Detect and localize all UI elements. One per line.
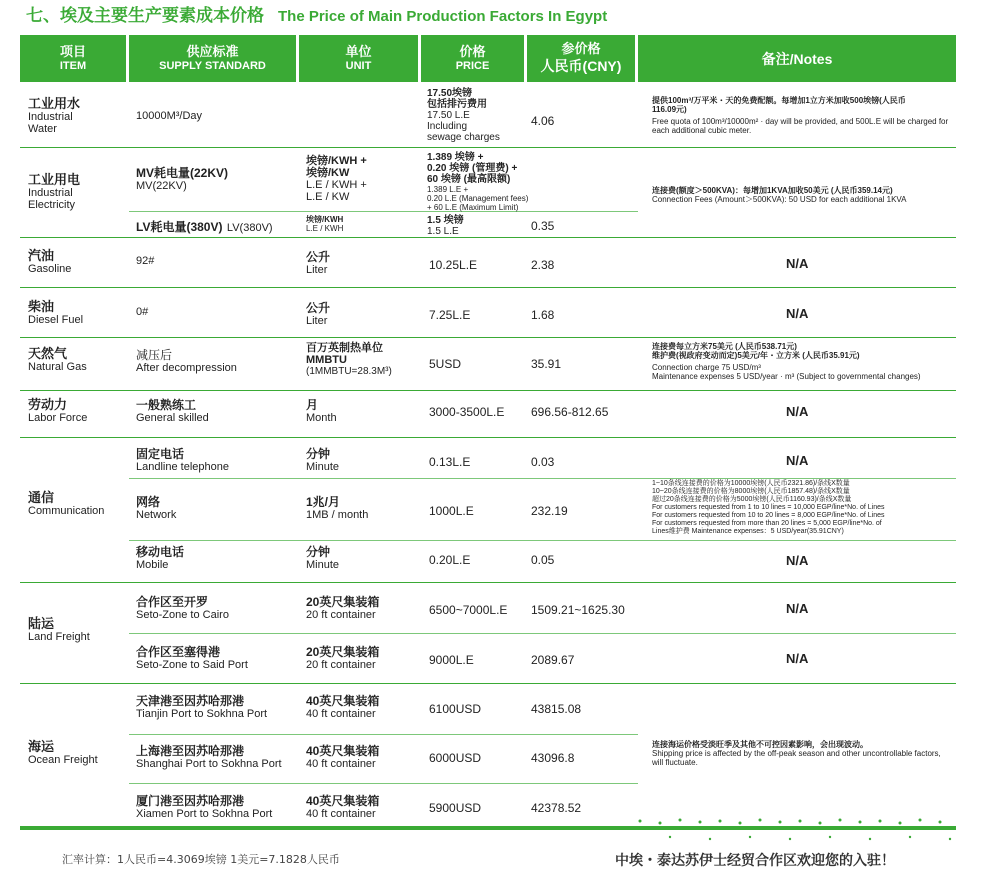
header-cny-cn: 参价格: [561, 41, 601, 56]
network-note-6: For customers requested from more than 20 lines = 5,000 EGP/line*No. of: [652, 520, 882, 527]
gas-unit-2: MMBTU: [306, 354, 347, 366]
gas-item-en: Natural Gas: [28, 361, 87, 373]
ocean-route-1: [136, 694, 267, 720]
mobile-cn: 移动电话: [136, 545, 185, 559]
ocean-route-3-cny: 42378.52: [531, 801, 582, 815]
header-notes-label: 备注/Notes: [761, 50, 833, 67]
landline-supply: [136, 447, 229, 473]
ocean-route-2-unit-en: 40 ft container: [306, 758, 376, 770]
mobile-unit: [306, 545, 339, 571]
land-route-2-unit: [306, 645, 379, 671]
header-supply-cn: 供应标准: [186, 44, 239, 59]
row-divider: [20, 147, 956, 148]
electricity-lv-cn: LV耗电量(380V): [136, 220, 223, 234]
gas-item: [28, 346, 87, 373]
labor-item: [28, 397, 87, 424]
gas-supply-cn: 减压后: [136, 348, 173, 362]
electricity-mv-price-1: 1.389 埃镑 +: [427, 152, 484, 163]
communication-item-cn: 通信: [28, 490, 55, 505]
ocean-route-3-unit-en: 40 ft container: [306, 808, 376, 820]
electricity-note: [652, 186, 952, 204]
electricity-mv-unit-3: L.E / KWH +: [306, 179, 367, 191]
labor-unit: [306, 398, 337, 424]
electricity-mv-unit-1: 埃镑/KWH +: [306, 155, 367, 167]
row-divider: [20, 683, 956, 684]
electricity-note-1: 连接费(额度＞500KVA)：每增加1KVA加收50美元 (人民币359.14元): [652, 186, 893, 195]
network-supply: [136, 495, 176, 521]
gas-item-cn: 天然气: [28, 346, 68, 361]
water-note-3: Free quota of 100m³/10000m² · day will be provided, and 500L.E will be charged for: [652, 117, 949, 126]
communication-item: [28, 490, 104, 517]
row-divider: [20, 437, 956, 438]
electricity-lv-unit-2: L.E / KWH: [306, 224, 344, 233]
sub-divider: [129, 540, 956, 541]
electricity-item-en2: Electricity: [28, 199, 76, 211]
header-supply-en: SUPPLY STANDARD: [159, 60, 266, 72]
landline-unit: [306, 447, 339, 473]
ocean-item: [28, 739, 98, 766]
gasoline-item: [28, 248, 71, 275]
network-cn: 网络: [136, 495, 161, 509]
gasoline-unit-en: Liter: [306, 264, 328, 276]
land-route-2-price: 9000L.E: [429, 653, 474, 667]
electricity-mv-en: MV(22KV): [136, 180, 187, 192]
header-supply: [129, 35, 296, 82]
diesel-item: [28, 299, 83, 326]
network-en: Network: [136, 509, 177, 521]
header-price-en: PRICE: [455, 60, 490, 72]
ocean-route-2-cny: 43096.8: [531, 751, 575, 765]
ocean-route-3-price: 5900USD: [429, 801, 482, 815]
gasoline-cny: 2.38: [531, 258, 555, 272]
electricity-mv-unit: [306, 155, 367, 203]
page-title: [26, 6, 607, 28]
labor-cny: 696.56-812.65: [531, 405, 609, 419]
electricity-mv-price-5: 0.20 L.E (Management fees): [427, 194, 529, 203]
electricity-lv-unit-1: 埃镑/KWH: [306, 215, 344, 224]
water-price: [427, 88, 500, 143]
water-item: [28, 96, 80, 135]
ocean-route-2-unit: [306, 744, 379, 770]
electricity-mv-price-3: 60 埃镑 (最高限额): [427, 174, 511, 185]
network-note-5: For customers requested from 10 to 20 lines = 8,000 EGP/line*No. of Lines: [652, 512, 885, 519]
gas-price: 5USD: [429, 357, 462, 371]
mobile-cny: 0.05: [531, 553, 555, 567]
labor-unit-en: Month: [306, 412, 337, 424]
sub-divider: [129, 633, 956, 634]
mobile-supply: [136, 545, 184, 571]
electricity-item: [28, 172, 80, 211]
mobile-en: Mobile: [136, 559, 169, 571]
labor-supply-en: General skilled: [136, 412, 209, 424]
electricity-item-en1: Industrial: [28, 187, 73, 199]
network-note-2: 10~20条线连接费的价格为8000埃镑(人民币1857.48)/条线X数量: [652, 488, 850, 495]
network-unit-en: 1MB / month: [306, 509, 369, 521]
gas-note-4: Maintenance expenses 5 USD/year · m³ (Subject to governmental changes): [652, 372, 921, 381]
mobile-unit-en: Minute: [306, 559, 340, 571]
land-route-2-unit-en: 20 ft container: [306, 659, 376, 671]
landline-cn: 固定电话: [136, 447, 185, 461]
gasoline-item-en: Gasoline: [28, 263, 72, 275]
land-route-1-price: 6500~7000L.E: [429, 603, 508, 617]
communication-item-en: Communication: [28, 505, 105, 517]
gasoline-note: N/A: [786, 256, 809, 271]
diesel-unit: [306, 301, 330, 327]
water-note-2: 116.09元): [652, 105, 687, 114]
labor-item-cn: 劳动力: [28, 397, 68, 412]
row-divider: [20, 237, 956, 238]
landline-en: Landline telephone: [136, 461, 229, 473]
land-route-1-unit-en: 20 ft container: [306, 609, 376, 621]
land-route-2-en: Seto-Zone to Said Port: [136, 659, 248, 671]
landline-unit-en: Minute: [306, 461, 340, 473]
header-price: [421, 35, 524, 82]
sub-divider: [129, 734, 638, 735]
diesel-note: N/A: [786, 306, 809, 321]
gasoline-price: 10.25L.E: [429, 258, 478, 272]
exchange-rate: 汇率计算：1人民币=4.3069埃镑 1美元=7.1828人民币: [62, 853, 340, 866]
row-divider: [20, 390, 956, 391]
diesel-supply: 0#: [136, 306, 149, 318]
diesel-cny: 1.68: [531, 308, 555, 322]
ocean-item-en: Ocean Freight: [28, 754, 98, 766]
landline-cny: 0.03: [531, 455, 555, 469]
land-route-2-note: N/A: [786, 651, 809, 666]
sub-divider: [129, 211, 638, 212]
electricity-mv-unit-2: 埃镑/KW: [306, 167, 350, 179]
ocean-route-2-cn: 上海港至因苏哈那港: [136, 744, 245, 758]
ocean-route-1-unit-cn: 40英尺集装箱: [306, 694, 380, 708]
header-cny-en: 人民币(CNY): [540, 58, 622, 74]
diesel-item-en: Diesel Fuel: [28, 314, 84, 326]
water-note-4: each additional cubic meter.: [652, 126, 752, 135]
electricity-lv-price: [427, 215, 464, 237]
electricity-lv-cny: 0.35: [531, 219, 555, 233]
water-supply: 10000M³/Day: [136, 110, 203, 122]
ocean-route-1-en: Tianjin Port to Sokhna Port: [136, 708, 268, 720]
ocean-note-1: 连接海运价格受淡旺季及其他不可控因素影响，会出现波动。: [652, 740, 868, 749]
water-cny: 4.06: [531, 114, 555, 128]
network-price: 1000L.E: [429, 504, 474, 518]
gas-supply-en: After decompression: [136, 362, 237, 374]
header-price-cn: 价格: [459, 44, 486, 59]
row-divider: [20, 337, 956, 338]
water-note: [652, 96, 952, 135]
electricity-item-cn: 工业用电: [28, 172, 81, 187]
land-route-1: [136, 595, 229, 621]
header-notes: [638, 35, 956, 82]
ocean-route-2-en: Shanghai Port to Sokhna Port: [136, 758, 282, 770]
labor-supply: [136, 398, 209, 424]
land-route-2-unit-cn: 20英尺集装箱: [306, 645, 380, 659]
ocean-route-1-unit: [306, 694, 379, 720]
header-unit: [299, 35, 418, 82]
header-item-cn: 项目: [59, 44, 86, 59]
land-route-2-cn: 合作区至塞得港: [136, 645, 221, 659]
electricity-lv-price-2: 1.5 L.E: [427, 226, 459, 237]
gas-supply: [136, 348, 237, 374]
electricity-mv-price-2: 0.20 埃镑 (管理费) +: [427, 163, 518, 174]
electricity-lv-en: LV(380V): [226, 222, 273, 234]
electricity-mv-unit-4: L.E / KW: [306, 191, 350, 203]
ocean-route-3-unit-cn: 40英尺集装箱: [306, 794, 380, 808]
land-route-2: [136, 645, 248, 671]
gas-cny: 35.91: [531, 357, 562, 371]
ocean-route-1-cn: 天津港至因苏哈那港: [136, 694, 245, 708]
land-route-1-note: N/A: [786, 601, 809, 616]
diesel-unit-cn: 公升: [306, 301, 331, 315]
electricity-lv-price-1: 1.5 埃镑: [427, 215, 464, 226]
labor-note: N/A: [786, 404, 809, 419]
land-route-1-en: Seto-Zone to Cairo: [136, 609, 229, 621]
gas-unit-1: 百万英制热单位: [306, 342, 383, 354]
gas-note: [652, 342, 952, 381]
labor-unit-cn: 月: [306, 398, 319, 412]
water-note-1: 提供100m³/万平米・天的免费配额。每增加1立方米加收500埃镑(人民币: [652, 96, 906, 105]
sub-divider: [129, 478, 956, 479]
network-note-1: 1~10条线连接费的价格为10000埃镑(人民币2321.86)/条线X数量: [652, 480, 850, 487]
water-price-5: sewage charges: [427, 132, 500, 143]
header-unit-cn: 单位: [345, 44, 372, 59]
ocean-route-1-price: 6100USD: [429, 702, 482, 716]
ocean-route-2-unit-cn: 40英尺集装箱: [306, 744, 380, 758]
ocean-note: [652, 740, 952, 767]
header-cny: [527, 35, 635, 82]
network-note-3: 超过20条线连接费的价格为5000埃镑(人民币1160.93)/条线X数量: [652, 496, 852, 503]
decorative-dots: [600, 815, 960, 845]
diesel-price: 7.25L.E: [429, 308, 471, 322]
welcome-slogan: 中埃・泰达苏伊士经贸合作区欢迎您的入驻！: [615, 853, 895, 869]
network-note-7: Lines维护费 Maintenance expenses：5 USD/year(35.91CNY): [652, 528, 844, 535]
electricity-mv-supply: [136, 166, 228, 192]
electricity-lv-unit: [306, 215, 343, 233]
gas-note-1: 连接费每立方米75美元 (人民币538.71元): [652, 342, 797, 351]
land-route-1-unit: [306, 595, 379, 621]
mobile-unit-cn: 分钟: [306, 545, 331, 559]
water-price-4: Including: [427, 121, 468, 132]
ocean-route-1-cny: 43815.08: [531, 702, 582, 716]
diesel-item-cn: 柴油: [28, 299, 55, 314]
electricity-mv-price: [427, 152, 528, 212]
network-unit: [306, 495, 368, 521]
water-item-en2: Water: [28, 123, 57, 135]
labor-item-en: Labor Force: [28, 412, 88, 424]
gasoline-supply: 92#: [136, 255, 155, 267]
water-price-3: 17.50 L.E: [427, 110, 470, 121]
network-note-4: For customers requested from 1 to 10 lines = 10,000 EGP/line*No. of Lines: [652, 504, 885, 511]
row-divider: [20, 582, 956, 583]
sub-divider: [129, 783, 638, 784]
ocean-item-cn: 海运: [28, 739, 55, 754]
water-item-en1: Industrial: [28, 111, 73, 123]
land-route-1-cn: 合作区至开罗: [136, 595, 209, 609]
network-unit-cn: 1兆/月: [306, 495, 341, 509]
electricity-lv-supply: [136, 218, 273, 236]
ocean-route-3-unit: [306, 794, 379, 820]
network-note: [652, 480, 952, 536]
header-item: [20, 35, 126, 82]
row-divider: [20, 287, 956, 288]
water-price-1: 17.50埃镑: [427, 88, 473, 99]
landline-price: 0.13L.E: [429, 455, 471, 469]
gas-unit-3: (1MMBTU=28.3M³): [306, 366, 392, 377]
gasoline-unit: [306, 250, 330, 276]
ocean-route-2: [136, 744, 282, 770]
gas-unit: [306, 342, 392, 377]
land-item: [28, 616, 90, 643]
mobile-price: 0.20L.E: [429, 553, 471, 567]
landline-note: N/A: [786, 453, 809, 468]
header-unit-en: UNIT: [345, 60, 372, 72]
gasoline-unit-cn: 公升: [306, 250, 331, 264]
ocean-route-3-en: Xiamen Port to Sokhna Port: [136, 808, 273, 820]
electricity-mv-price-4: 1.389 L.E +: [427, 185, 469, 194]
water-price-2: 包括排污费用: [427, 99, 487, 110]
ocean-route-2-price: 6000USD: [429, 751, 482, 765]
electricity-mv-price-6: + 60 L.E (Maximum Limit): [427, 203, 519, 212]
ocean-note-2: Shipping price is affected by the off-peak season and other uncontrollable factors,: [652, 749, 941, 758]
land-route-2-cny: 2089.67: [531, 653, 575, 667]
land-item-en: Land Freight: [28, 631, 90, 643]
diesel-unit-en: Liter: [306, 315, 328, 327]
title-en: The Price of Main Production Factors In Egypt: [278, 8, 608, 25]
labor-supply-cn: 一般熟练工: [136, 398, 197, 412]
electricity-mv-cn: MV耗电量(22KV): [136, 166, 229, 180]
electricity-note-2: Connection Fees (Amount＞500KVA): 50 USD for each additional 1KVA: [652, 195, 907, 204]
water-item-cn: 工业用水: [28, 96, 81, 111]
header-item-en: ITEM: [59, 60, 87, 72]
mobile-note: N/A: [786, 553, 809, 568]
gas-note-2: 维护费(视政府变动而定)5美元/年・立方米 (人民币35.91元): [652, 351, 860, 360]
network-cny: 232.19: [531, 504, 568, 518]
ocean-note-3: will fluctuate.: [652, 758, 698, 767]
ocean-route-3: [136, 794, 272, 820]
title-cn: 七、埃及主要生产要素成本价格: [26, 6, 264, 26]
land-item-cn: 陆运: [28, 616, 55, 631]
land-route-1-cny: 1509.21~1625.30: [531, 603, 625, 617]
ocean-route-3-cn: 厦门港至因苏哈那港: [136, 794, 245, 808]
land-route-1-unit-cn: 20英尺集装箱: [306, 595, 380, 609]
labor-price: 3000-3500L.E: [429, 405, 505, 419]
ocean-route-1-unit-en: 40 ft container: [306, 708, 376, 720]
landline-unit-cn: 分钟: [306, 447, 331, 461]
gas-note-3: Connection charge 75 USD/m³: [652, 363, 761, 372]
gasoline-item-cn: 汽油: [28, 248, 55, 263]
